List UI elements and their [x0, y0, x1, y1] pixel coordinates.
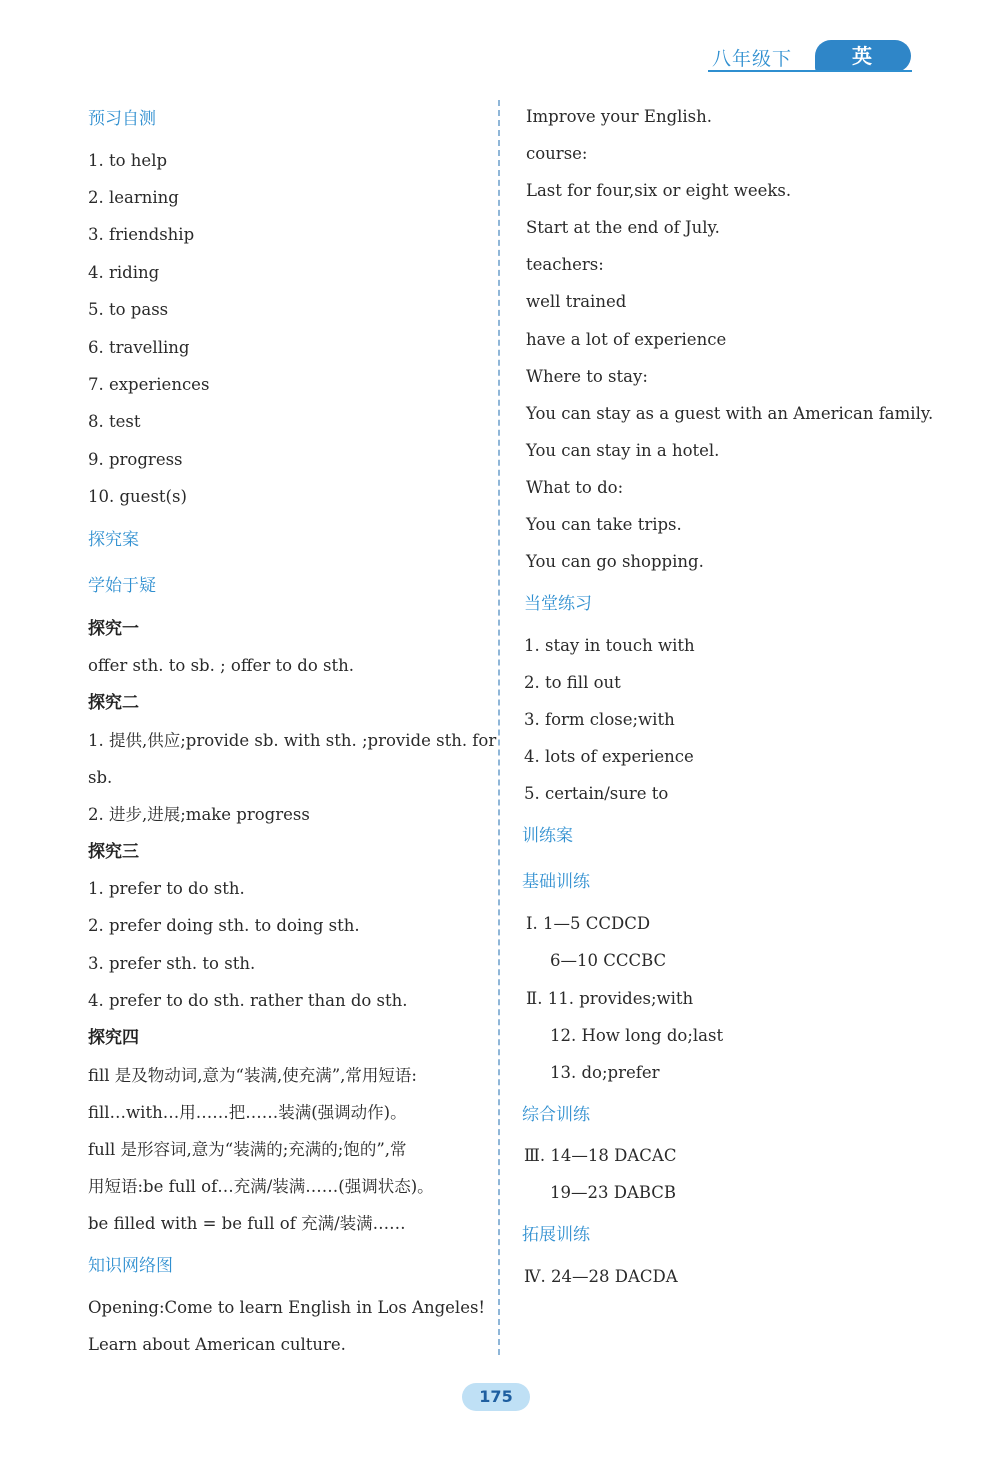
- text-line: course:: [526, 144, 588, 163]
- text-line: You can take trips.: [526, 515, 682, 534]
- section-heading: 训练案: [522, 826, 573, 846]
- header-subject-badge: 英 语: [815, 40, 911, 72]
- text-line: Improve your English.: [526, 107, 713, 126]
- text-line: fill 是及物动词,意为“装满,使充满”,常用短语:: [88, 1066, 417, 1085]
- text-line: offer sth. to sb. ; offer to do sth.: [88, 656, 354, 675]
- text-line: well trained: [526, 292, 627, 311]
- section-heading: 探究案: [88, 530, 139, 550]
- text-line: 5. to pass: [88, 300, 169, 319]
- text-line: Ⅳ. 24—28 DACDA: [524, 1267, 678, 1286]
- section-heading: 拓展训练: [522, 1225, 590, 1245]
- text-line: 9. progress: [88, 450, 183, 469]
- text-line: You can stay in a hotel.: [526, 441, 720, 460]
- text-line: full 是形容词,意为“装满的;充满的;饱的”,常: [88, 1140, 407, 1159]
- section-heading: 当堂练习: [524, 594, 592, 614]
- sub-heading: 探究四: [88, 1028, 139, 1048]
- text-line: 6. travelling: [88, 338, 190, 357]
- text-line: 2. prefer doing sth. to doing sth.: [88, 916, 360, 935]
- text-line: 19—23 DABCB: [550, 1183, 677, 1202]
- text-line: 5. certain/sure to: [524, 784, 669, 803]
- text-line: 4. riding: [88, 263, 160, 282]
- text-line: 4. lots of experience: [524, 747, 694, 766]
- text-line: 1. stay in touch with: [524, 636, 695, 655]
- section-heading: 综合训练: [522, 1105, 590, 1125]
- sub-heading: 探究三: [88, 842, 139, 862]
- section-heading: 知识网络图: [88, 1256, 173, 1276]
- text-line: 7. experiences: [88, 375, 210, 394]
- text-line: Start at the end of July.: [526, 218, 720, 237]
- header-underline: [708, 70, 912, 72]
- text-line: fill…with…用……把……装满(强调动作)。: [88, 1103, 407, 1122]
- text-line: 1. 提供,供应;provide sb. with sth. ;provide sth. for: [88, 731, 497, 750]
- text-line: Where to stay:: [526, 367, 648, 386]
- text-line: You can go shopping.: [526, 552, 704, 571]
- text-line: 10. guest(s): [88, 487, 187, 506]
- text-line: 13. do;prefer: [550, 1063, 660, 1082]
- text-line: 1. to help: [88, 151, 168, 170]
- text-line: 2. learning: [88, 188, 179, 207]
- sub-heading: 探究二: [88, 693, 139, 713]
- text-line: Ⅰ. 1—5 CCDCD: [526, 914, 651, 933]
- text-line: 1. prefer to do sth.: [88, 879, 245, 898]
- text-line: 2. 进步,进展;make progress: [88, 805, 310, 824]
- text-line: 12. How long do;last: [550, 1026, 724, 1045]
- text-line: 2. to fill out: [524, 673, 621, 692]
- column-divider: [498, 100, 500, 1355]
- text-line: 用短语:be full of…充满/装满……(强调状态)。: [88, 1177, 434, 1196]
- sub-heading: 探究一: [88, 619, 139, 639]
- header-grade: 八年级下: [712, 48, 793, 70]
- text-line: 3. prefer sth. to sth.: [88, 954, 256, 973]
- section-heading: 基础训练: [522, 872, 590, 892]
- text-line: teachers:: [526, 255, 604, 274]
- section-heading: 预习自测: [88, 109, 156, 129]
- text-line: Ⅲ. 14—18 DACAC: [524, 1146, 677, 1165]
- text-line: be filled with = be full of 充满/装满……: [88, 1214, 406, 1233]
- text-line: 3. friendship: [88, 225, 195, 244]
- text-line: Last for four,six or eight weeks.: [526, 181, 792, 200]
- section-heading: 学始于疑: [88, 576, 156, 596]
- text-line: have a lot of experience: [526, 330, 727, 349]
- text-line: Opening:Come to learn English in Los Angeles!: [88, 1298, 486, 1317]
- text-line: You can stay as a guest with an American family.: [526, 404, 934, 423]
- text-line: Ⅱ. 11. provides;with: [526, 989, 694, 1008]
- text-line: 6—10 CCCBC: [550, 951, 667, 970]
- text-line: 3. form close;with: [524, 710, 675, 729]
- page-number: 175: [462, 1383, 530, 1411]
- text-line: 4. prefer to do sth. rather than do sth.: [88, 991, 408, 1010]
- text-line: 8. test: [88, 412, 141, 431]
- text-line: sb.: [88, 768, 113, 787]
- text-line: What to do:: [526, 478, 624, 497]
- text-line: Learn about American culture.: [88, 1335, 346, 1354]
